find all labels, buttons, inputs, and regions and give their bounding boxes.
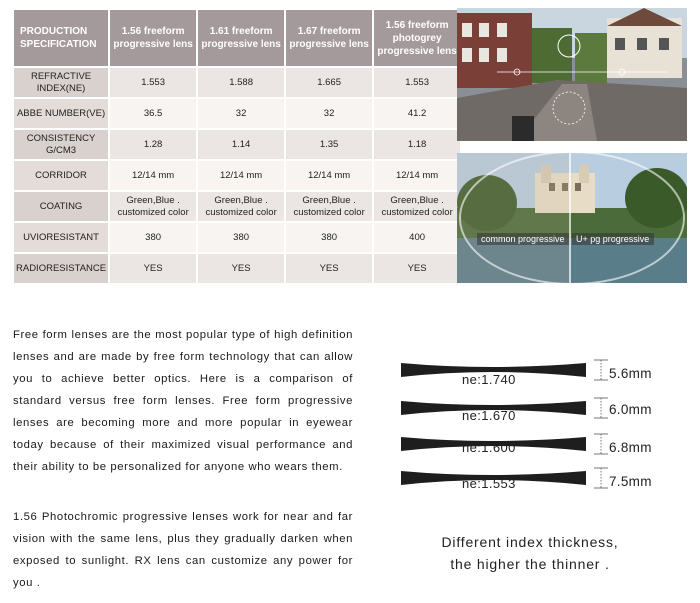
lens-thickness-label: 6.8mm: [609, 440, 652, 455]
table-cell: 1.553: [110, 68, 196, 97]
caption-line-2: the higher the thinner .: [450, 556, 610, 572]
table-row: [14, 223, 460, 252]
table-cell: YES: [374, 254, 460, 283]
row-label: REFRACTIVE INDEX(NE): [14, 68, 108, 97]
thickness-caption: [420, 531, 640, 575]
table-cell: 1.588: [198, 68, 284, 97]
table-cell: 1.553: [374, 68, 460, 97]
table-cell: Green,Blue . customized color: [286, 192, 372, 221]
table-cell: 41.2: [374, 99, 460, 128]
table-row: [14, 99, 460, 128]
table-row: [14, 254, 460, 283]
table-header-row: [14, 10, 460, 66]
paragraph-photochromic: 1.56 Photochromic progressive lenses work for near and far vision with the same lens, plus they gradually darken when exposed to sunlight. RX lens can customize any power for you .: [13, 511, 353, 589]
lens-index-label: ne:1.670: [462, 408, 516, 423]
lens-thickness-label: 7.5mm: [609, 474, 652, 489]
table-cell: YES: [198, 254, 284, 283]
table-cell: 1.28: [110, 130, 196, 159]
table-row: [14, 161, 460, 190]
castle-lens-photo: [457, 153, 687, 283]
table-cell: YES: [286, 254, 372, 283]
table-cell: YES: [110, 254, 196, 283]
table-cell: 12/14 mm: [286, 161, 372, 190]
table-row: [14, 68, 460, 97]
row-label: COATING: [14, 192, 108, 221]
street-photo: [457, 8, 687, 141]
column-header: 1.61 freeform progressive lens: [198, 10, 284, 66]
row-label: ABBE NUMBER(VE): [14, 99, 108, 128]
table-cell: 380: [286, 223, 372, 252]
column-header: 1.56 freeform photogrey progressive lens: [374, 10, 460, 66]
table-cell: 400: [374, 223, 460, 252]
table-cell: Green,Blue . customized color: [198, 192, 284, 221]
lens-index-label: ne:1.600: [462, 440, 516, 455]
table-cell: 1.35: [286, 130, 372, 159]
table-cell: 36.5: [110, 99, 196, 128]
table-cell: 32: [286, 99, 372, 128]
table-cell: 380: [110, 223, 196, 252]
table-cell: 1.665: [286, 68, 372, 97]
street-photo-illustration: [457, 8, 687, 141]
row-label: RADIORESISTANCE: [14, 254, 108, 283]
table-row: [14, 192, 460, 221]
table-cell: 380: [198, 223, 284, 252]
lens-thickness-label: 5.6mm: [609, 366, 652, 381]
u-pg-progressive-label: U+ pg progressive: [576, 234, 650, 244]
table-cell: 12/14 mm: [374, 161, 460, 190]
paragraph-freeform: Free form lenses are the most popular type of high definition lenses and are made by free form technology that can allow you to achieve better optics. Here is a comparison of standard versus free form lenses. Free form progressive lenses are becoming more and more popular in eyewear today because of their maximized visual performance and their ability to be personalized for anyone who wears them.: [13, 329, 353, 473]
row-label: CORRIDOR: [14, 161, 108, 190]
table-cell: Green,Blue . customized color: [374, 192, 460, 221]
table-cell: 1.18: [374, 130, 460, 159]
column-header: 1.56 freeform progressive lens: [110, 10, 196, 66]
table-cell: Green,Blue . customized color: [110, 192, 196, 221]
table-row: [14, 130, 460, 159]
spec-table: [12, 8, 462, 285]
row-label: CONSISTENCY G/CM3: [14, 130, 108, 159]
column-header: 1.67 freeform progressive lens: [286, 10, 372, 66]
castle-lens-illustration: [457, 153, 687, 283]
table-cell: 1.14: [198, 130, 284, 159]
table-cell: 12/14 mm: [198, 161, 284, 190]
lens-thickness-label: 6.0mm: [609, 402, 652, 417]
row-label: UVIORESISTANT: [14, 223, 108, 252]
common-progressive-label: common progressive: [481, 234, 565, 244]
lens-index-label: ne:1.740: [462, 372, 516, 387]
table-corner-header: PRODUCTION SPECIFICATION: [14, 10, 108, 66]
caption-line-1: Different index thickness,: [441, 534, 619, 550]
table-cell: 32: [198, 99, 284, 128]
table-cell: 12/14 mm: [110, 161, 196, 190]
lens-index-label: ne:1.553: [462, 476, 516, 491]
